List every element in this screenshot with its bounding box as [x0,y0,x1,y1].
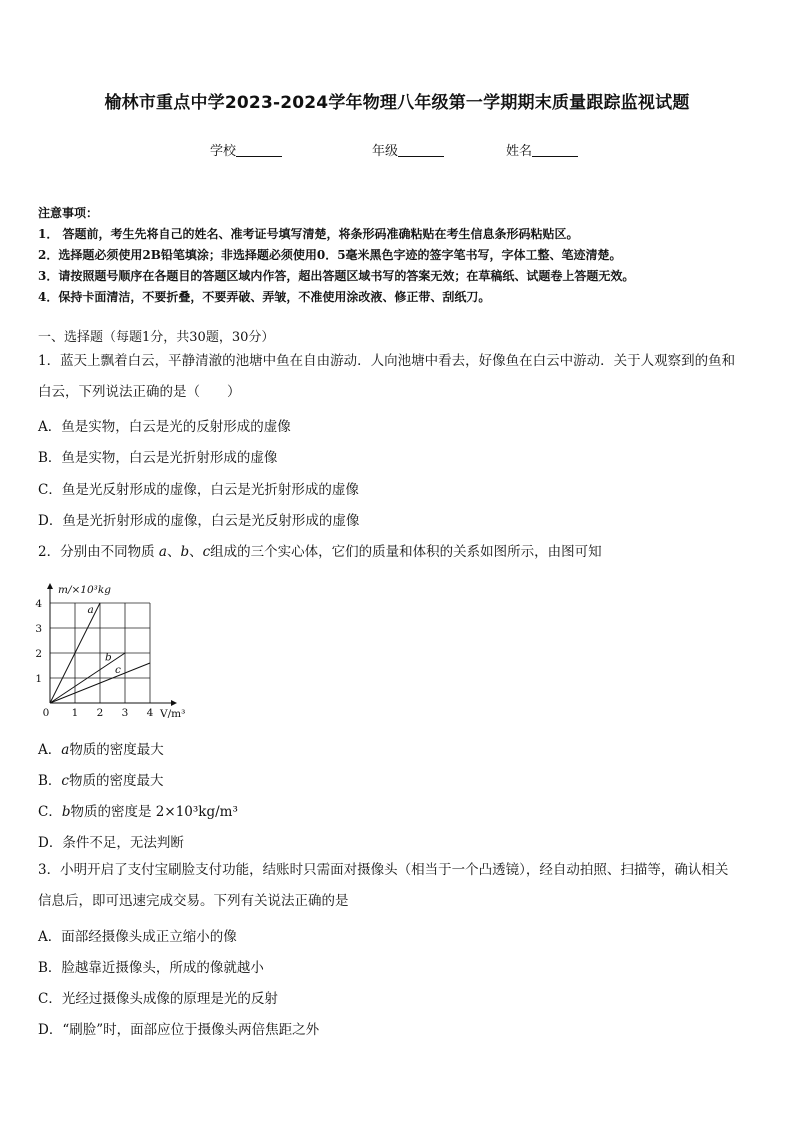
chart-svg [30,578,200,728]
question-3-line1: 3．小明开启了支付宝刷脸支付功能，结账时只需面对摄像头（相当于一个凸透镜），经自动拍照、扫描等，确认相关 [38,862,729,878]
q1-option-d[interactable]: D．鱼是光折射形成的虚像，白云是光反射形成的虚像 [38,513,360,529]
y-axis-arrow [47,583,53,589]
section-heading: 一、选择题（每题1分，共30题，30分） [38,330,275,345]
option-var: c [61,773,69,789]
note-item: 1． 答题前，考生先将自己的姓名、准考证号填写清楚，将条形码准确粘贴在考生信息条形码粘贴区。 [38,227,579,241]
note-item: 2．选择题必须使用2B铅笔填涂；非选择题必须使用0．5毫米黑色字迹的签字笔书写，字体工整、笔迹清楚。 [38,248,622,262]
option-var: a [61,742,70,758]
option-letter: C． [38,804,62,820]
var-c: c [202,544,211,560]
question-1 [38,346,766,408]
q2-option-a[interactable] [38,738,164,758]
y-tick-label: 3 [35,623,42,635]
option-letter: B． [38,773,62,789]
question-2 [38,540,602,560]
sep: 、 [189,544,203,560]
option-text: 物质的密度最大 [68,773,164,789]
question-1-line2: 白云，下列说法正确的是（ ） [38,384,241,400]
school-blank[interactable] [236,143,282,157]
notes-heading: 注意事项： [38,206,99,220]
x-tick-label: 1 [71,707,79,719]
y-tick-label: 1 [35,673,42,685]
x-axis-arrow [171,700,177,706]
q3-option-a[interactable]: A．面部经摄像头成正立缩小的像 [38,929,237,945]
q1-option-b[interactable]: B．鱼是实物，白云是光折射形成的虚像 [38,450,278,466]
question-2-text: 2．分别由不同物质 [38,544,159,560]
school-field[interactable] [210,140,282,159]
option-text: 物质的密度是 2×10³kg/m³ [70,804,238,820]
var-b: b [180,544,190,560]
y-tick-label: 4 [35,598,42,610]
y-axis-label: m/×10³kg [58,584,111,596]
option-text: 物质的密度最大 [69,742,164,758]
name-field[interactable] [506,140,578,159]
q3-option-c[interactable]: C．光经过摄像头成像的原理是光的反射 [38,991,278,1007]
note-item: 3．请按照题号顺序在各题目的答题区域内作答，超出答题区域书写的答案无效；在草稿纸、试题卷上答题无效。 [38,269,635,283]
q3-option-d[interactable]: D．“刷脸”时，面部应位于摄像头两倍焦距之外 [38,1022,320,1038]
question-2-text-end: 组成的三个实心体，它们的质量和体积的关系如图所示，由图可知 [210,544,602,560]
x-tick-label: 0 [42,707,50,719]
q2-option-c[interactable] [38,800,238,820]
var-a: a [158,544,167,560]
sep: 、 [166,544,181,560]
note-item: 4．保持卡面清洁，不要折叠，不要弄破、弄皱，不准使用涂改液、修正带、刮纸刀。 [38,290,491,304]
q1-option-c[interactable]: C．鱼是光反射形成的虚像，白云是光折射形成的虚像 [38,482,359,498]
series-label-c: c [115,664,121,676]
name-blank[interactable] [532,143,578,157]
y-tick-label: 2 [35,648,42,660]
exam-title: 榆林市重点中学2023-2024学年物理八年级第一学期期末质量跟踪监视试题 [104,93,690,113]
option-var: b [61,804,71,820]
notes-block [38,203,768,308]
series-label-a: a [87,604,94,616]
name-label: 姓名 [506,144,533,159]
q1-option-a[interactable]: A．鱼是实物，白云是光的反射形成的虚像 [38,419,291,435]
series-label-b: b [105,651,112,664]
q3-option-b[interactable]: B．脸越靠近摄像头，所成的像就越小 [38,960,264,976]
x-tick-label: 2 [96,707,104,719]
question-1-line1: 1．蓝天上飘着白云，平静清澈的池塘中鱼在自由游动．人向池塘中看去，好像鱼在白云中游动．关于人观察到的鱼和 [38,353,736,369]
school-label: 学校 [210,144,237,159]
x-axis-label: V/m³ [160,708,186,720]
mass-volume-chart [30,578,200,728]
option-letter: A． [38,742,62,758]
x-tick-label: 3 [121,707,129,719]
grade-label: 年级 [372,144,399,159]
q2-option-b[interactable] [38,769,163,789]
question-3-line2: 信息后，即可迅速完成交易。下列有关说法正确的是 [38,893,349,909]
grade-blank[interactable] [398,143,444,157]
q2-option-d[interactable]: D．条件不足，无法判断 [38,835,184,851]
x-tick-label: 4 [146,707,154,719]
question-3 [38,855,766,917]
grade-field[interactable] [372,140,444,159]
